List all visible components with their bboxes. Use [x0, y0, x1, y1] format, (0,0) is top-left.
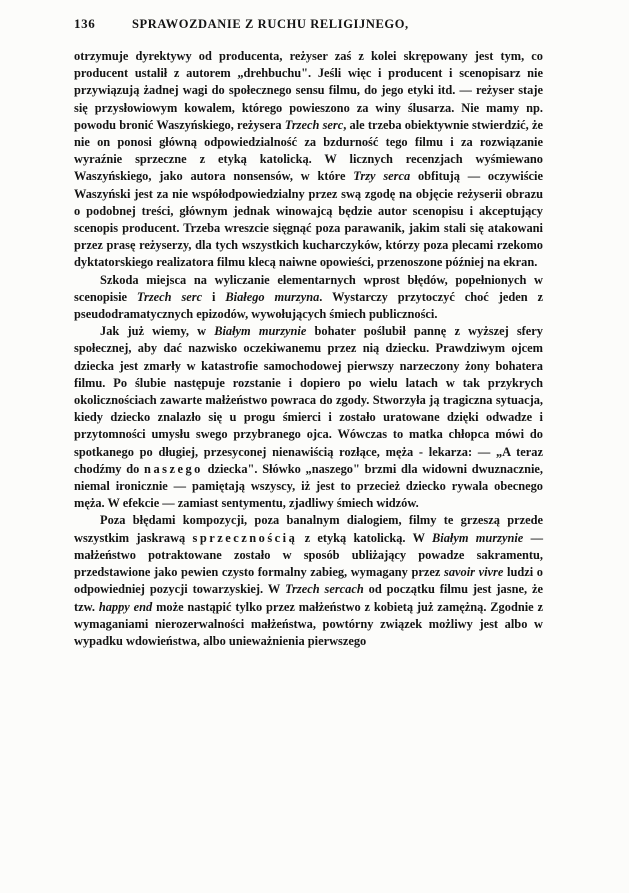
page-number: 136	[74, 16, 96, 31]
emphasized-text: sprzecznością	[192, 530, 298, 545]
paragraph	[74, 323, 543, 512]
italic-title-text: happy end	[98, 599, 153, 614]
paragraph-text: ludzi o odpowiedniej pozycji towarzyskiej. W	[74, 565, 543, 597]
italic-title-text: savoir vivre	[444, 565, 504, 580]
running-head	[74, 16, 543, 38]
italic-title-text: Trzech serc	[284, 117, 344, 132]
paragraph	[74, 48, 543, 272]
paragraph-text: otrzymuje dyrektywy od producenta, reżyser zaś z kolei skrępowany jest tym, co producent ustalił z autorem „drehbuchu". Jeśli więc i producent i scenopisarz nie przywiązują żadnej wagi do społecznego sensu filmu, do jego etyki itd. — reżyser staje się przysłowiowym kowalem, którego powieszono za winy ślusarza. Nie mamy np. powodu bronić Waszyńskiego, reżysera	[74, 49, 543, 132]
paragraph-text: dziecka". Słówko „naszego" brzmi dla widowni dwuznacznie, niemal ironicznie — pamiętają wszyscy, iż jest to przecież dziecko rywala obecnego męża. W efekcie — zamiast sentymentu, zjadliwy śmiech widzów.	[74, 461, 543, 511]
paragraph-text: obfitują — oczywiście Waszyński jest za nie współodpowiedzialny przez swą zgodę na objęcie reżyserii obrazu o podobnej treści, głównym jednak winowajcą będzie autor scenopisu i akceptujący scenopis producent. Trzeba wreszcie sięgnąć poza parawanik, jakim stali się atakowani przez prasę reżyserzy, dla tych wszystkich kucharczyków, którzy poza plecami rzekomo dyktatorskiego realizatora filmu klecą naiwne opowieści, przenoszone później na ekran.	[74, 169, 543, 270]
body-text	[74, 48, 543, 650]
emphasized-text: naszego	[144, 461, 203, 476]
paragraph-text: — małżeństwo potraktowane zostało w sposób ubliżający powadze sakramentu, przedstawione jako pewien czysto formalny zabieg, wymagany przez	[74, 530, 543, 580]
paragraph	[74, 272, 543, 324]
paragraph-text: z etyką katolicką. W	[297, 530, 433, 545]
italic-title-text: Trzech sercach	[284, 582, 364, 597]
paragraph-text: Jak już wiemy, w	[100, 324, 215, 339]
paragraph-text: od początku filmu jest jasne, że tzw.	[74, 582, 543, 614]
paragraph-text: i	[202, 289, 226, 304]
paragraph-text: Poza błędami kompozycji, poza banalnym dialogiem, filmy te grzeszą przede wszystkim jaskrawą	[74, 513, 543, 545]
italic-title-text: Trzy serca	[353, 169, 411, 184]
paragraph-text: może nastąpić tylko przez małżeństwo z kobietą już zamężną. Zgodnie z wymaganiami nierozerwalności małżeństwa, powtórny związek możliwy jest albo w wypadku wdowieństwa, albo unieważnienia pierwszego	[74, 599, 543, 648]
italic-title-text: Białego murzyna	[225, 289, 320, 304]
paragraph-text: . Wystarczy przytoczyć choć jeden z pseudodramatycznych epizodów, wywołujących śmiech publiczności.	[74, 289, 544, 322]
paragraph	[74, 512, 543, 650]
paragraph-text: bohater poślubił pannę z wyższej sfery społecznej, aby dać nazwisko oczekiwanemu przez nią dziecku. Prawdziwym ojcem dziecka jest zmarły w katastrofie samochodowej pierwszy narzeczony żony bohatera filmu. Po ślubie następuje rozstanie i dopiero po wielu latach w tak przykrych okolicznościach zawarte małżeństwo powraca do zgody. Stworzyła ją tragiczna sytuacja, kiedy dziecko znalazło się u progu śmierci i zostało uratowane dzięki odwadze i przytomności umysłu swego przybranego ojca. Wówczas to matka chłopca mówi do spotkanego po długiej, przesyconej nienawiścią rozłące, męża - lekarza: — „A teraz chodźmy do	[74, 324, 543, 476]
italic-title-text: Trzech serc	[136, 289, 203, 304]
italic-title-text: Białym murzynie	[432, 530, 524, 545]
paragraph-text: Szkoda miejsca na wyliczanie elementarnych wprost błędów, popełnionych w scenopisie	[74, 272, 543, 304]
italic-title-text: Białym murzynie	[214, 324, 307, 339]
paragraph-text: , ale trzeba obiektywnie stwierdzić, że nie on ponosi główną odpowiedzialność za bzdurność tego filmu i za rozwiązanie wyraźnie sprzeczne z etyką katolicką. W licznych recenzjach wyśmiewano Waszyńskiego, jako autora nonsensów, w które	[74, 117, 543, 184]
running-head-title: SPRAWOZDANIE Z RUCHU RELIGIJNEGO,	[132, 17, 409, 31]
